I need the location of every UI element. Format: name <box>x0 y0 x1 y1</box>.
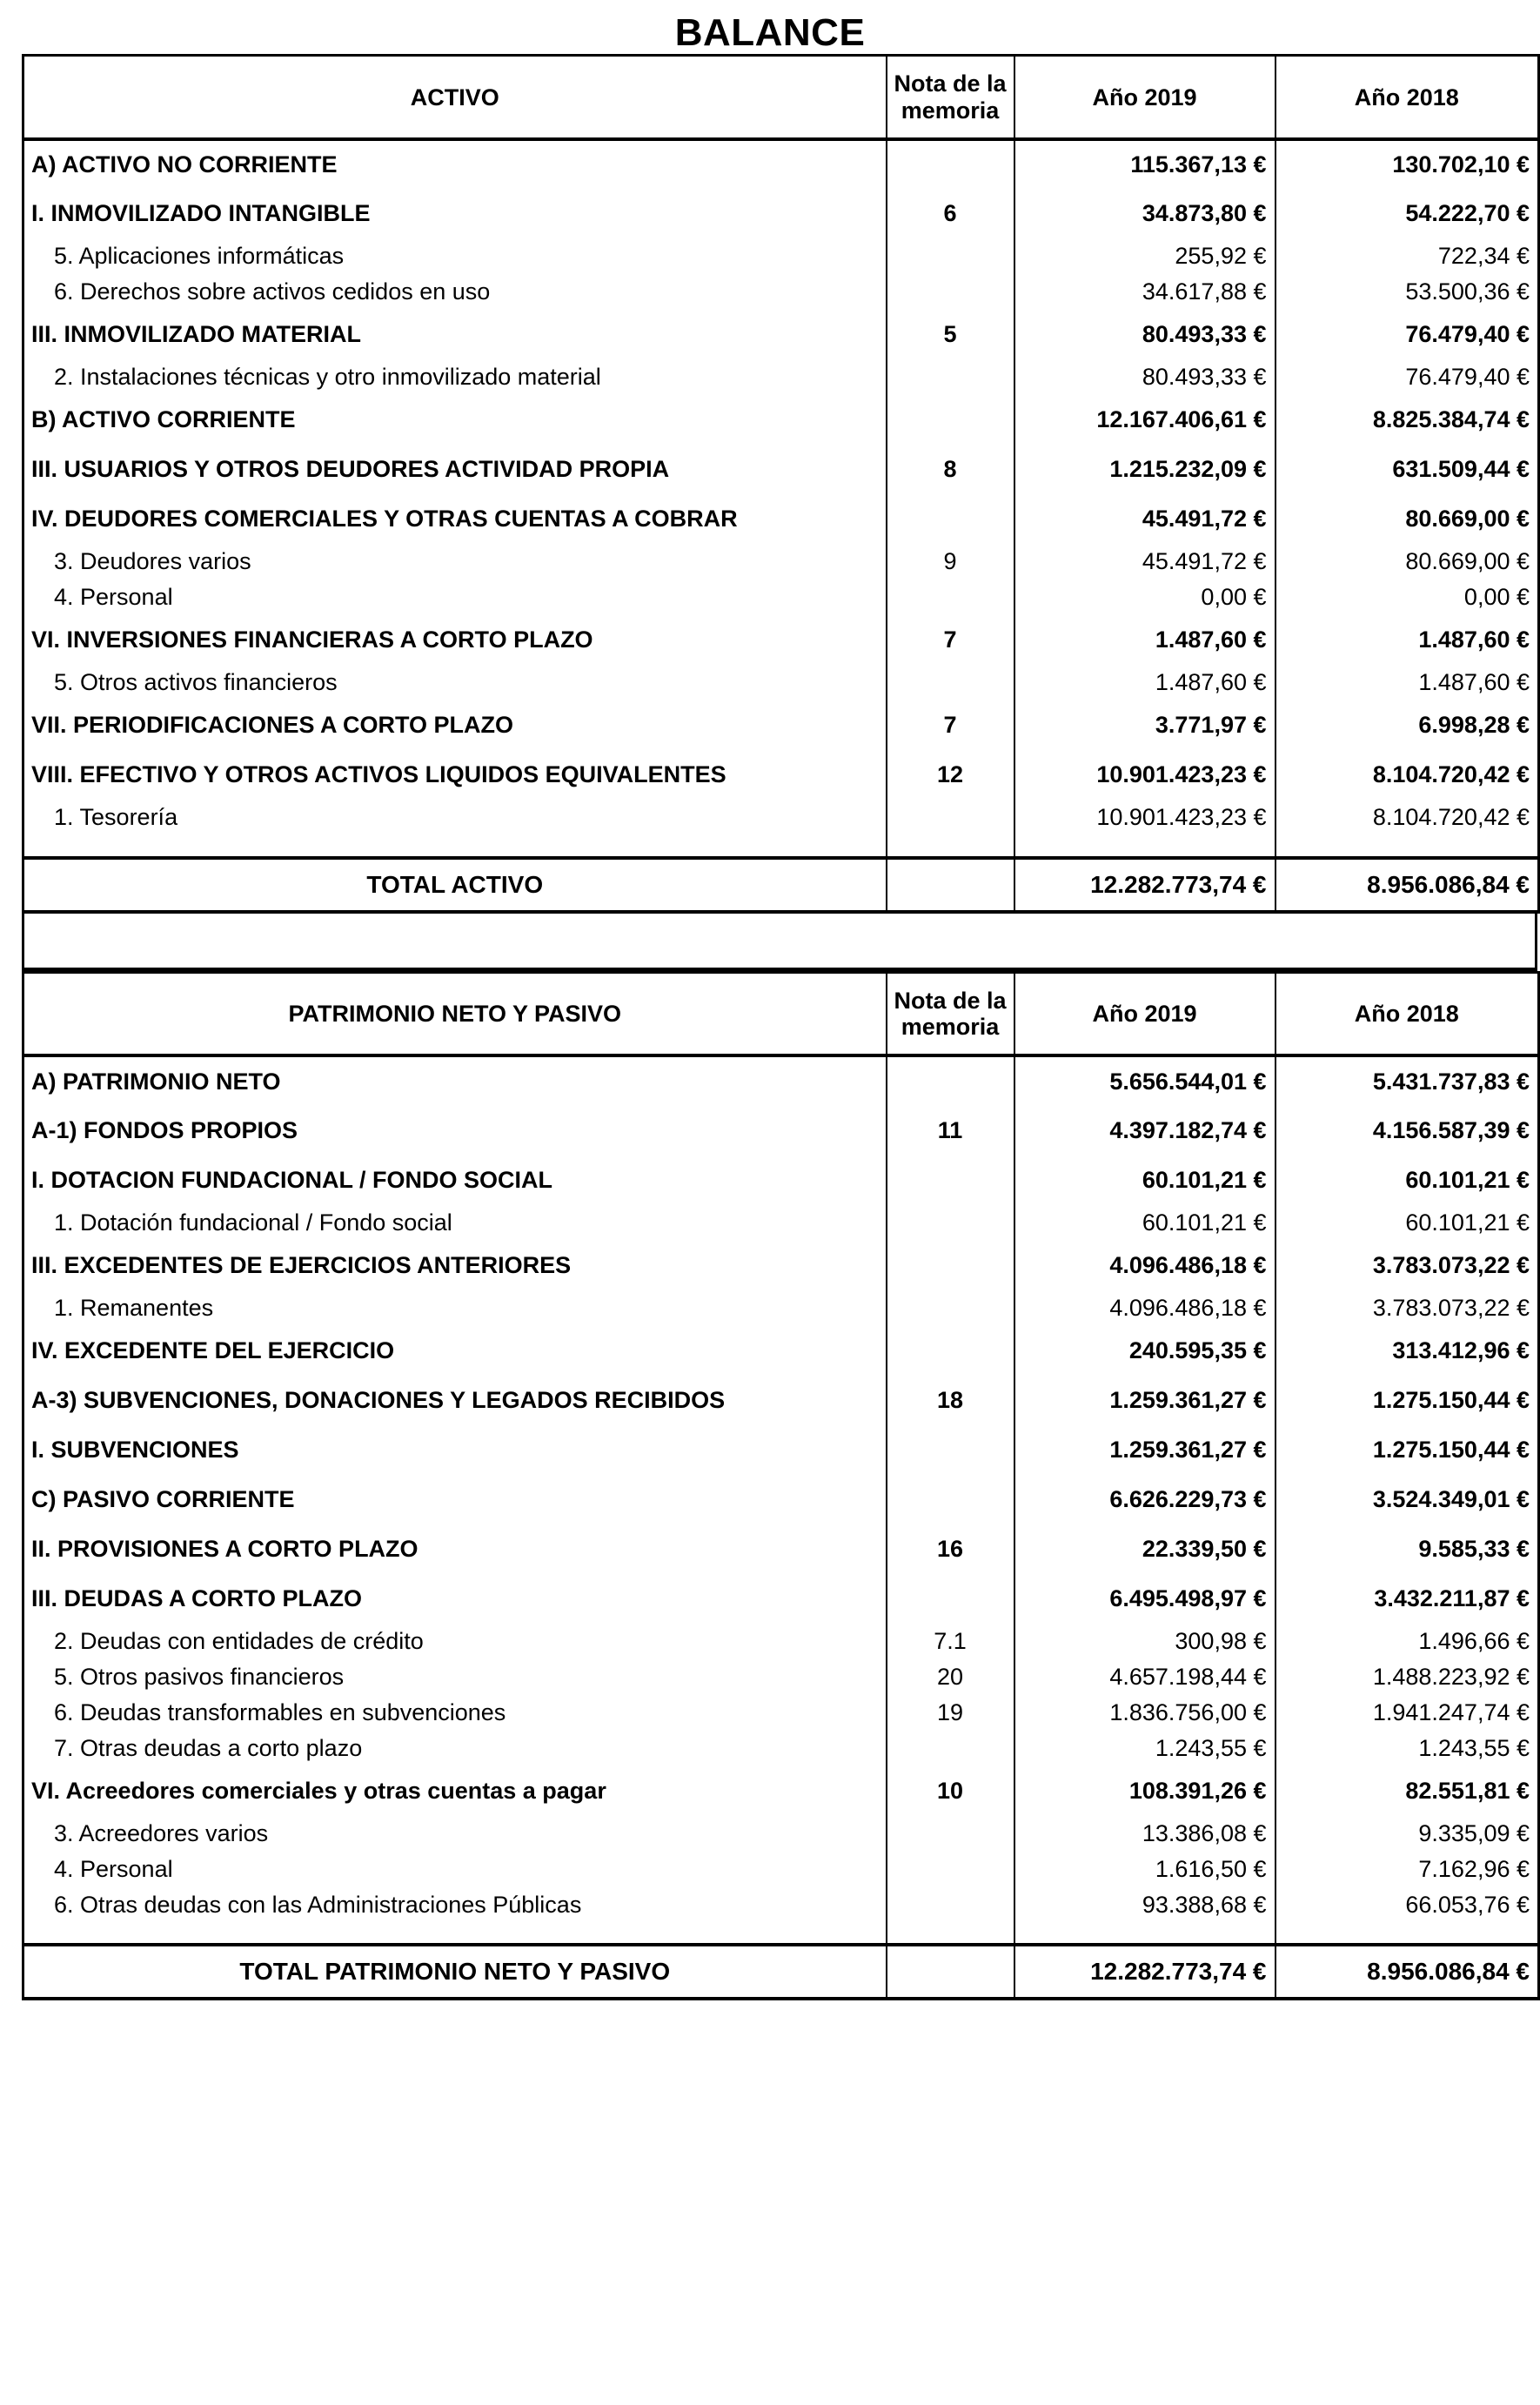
row-label: I. DOTACION FUNDACIONAL / FONDO SOCIAL <box>23 1155 887 1204</box>
row-value-2018: 54.222,70 € <box>1405 200 1530 227</box>
row-value-2019: 1.259.361,27 € <box>1014 1424 1276 1474</box>
row-label: VII. PERIODIFICACIONES A CORTO PLAZO <box>23 700 887 750</box>
table-row <box>23 359 1539 395</box>
row-label: A-1) FONDOS PROPIOS <box>23 1105 887 1155</box>
row-value-2019: 1.487,60 € <box>1014 615 1276 665</box>
row-value-2018: 76.479,40 € <box>1405 321 1530 348</box>
column-header-year-2019: Año 2019 <box>1014 56 1276 139</box>
row-label: III. DEUDAS A CORTO PLAZO <box>23 1573 887 1623</box>
row-nota: 6 <box>887 189 1014 238</box>
row-label: III. USUARIOS Y OTROS DEUDORES ACTIVIDAD PROPIA <box>23 445 887 494</box>
row-label: VIII. EFECTIVO Y OTROS ACTIVOS LIQUIDOS EQUIVALENTES <box>23 750 887 800</box>
row-label: III. EXCEDENTES DE EJERCICIOS ANTERIORES <box>23 1240 887 1290</box>
filler-cell <box>1014 835 1276 858</box>
row-label: A) ACTIVO NO CORRIENTE <box>23 139 887 189</box>
row-nota: 7 <box>887 615 1014 665</box>
row-label: 6. Derechos sobre activos cedidos en uso <box>23 274 887 310</box>
row-value-2019: 3.771,97 € <box>1014 700 1276 750</box>
row-value-2018: 53.500,36 € <box>1405 278 1530 305</box>
row-nota <box>887 1424 1014 1474</box>
row-label: 3. Deudores varios <box>23 544 887 579</box>
column-header-year-2018-2: Año 2018 <box>1276 972 1539 1055</box>
row-value-2019: 240.595,35 € <box>1014 1325 1276 1375</box>
table-row <box>23 1155 1539 1204</box>
row-value-2019: 22.339,50 € <box>1014 1524 1276 1573</box>
row-value-2018: 8.825.384,74 € <box>1372 406 1530 433</box>
table-row <box>23 494 1539 544</box>
row-label: IV. DEUDORES COMERCIALES Y OTRAS CUENTAS A COBRAR <box>23 494 887 544</box>
row-value-2018: 80.669,00 € <box>1405 506 1530 533</box>
row-label: 2. Instalaciones técnicas y otro inmovilizado material <box>23 359 887 395</box>
row-nota: 19 <box>887 1694 1014 1730</box>
row-value-2018: 66.053,76 € <box>1405 1891 1530 1918</box>
table-filler-row <box>23 1922 1539 1945</box>
row-value-2019: 1.487,60 € <box>1014 665 1276 700</box>
filler-cell <box>1276 835 1539 858</box>
row-nota: 5 <box>887 310 1014 359</box>
row-value-2018: 8.104.720,42 € <box>1372 804 1530 831</box>
row-nota <box>887 238 1014 274</box>
table-row <box>23 665 1539 700</box>
row-nota <box>887 1290 1014 1325</box>
row-value-2018: 1.496,66 € <box>1418 1627 1530 1654</box>
column-header-patrimonio-neto-y-pasivo: PATRIMONIO NETO Y PASIVO <box>23 972 887 1055</box>
row-value-2018: 9.335,09 € <box>1418 1819 1530 1846</box>
row-label: 1. Dotación fundacional / Fondo social <box>23 1204 887 1240</box>
row-value-2019: 12.167.406,61 € <box>1014 395 1276 445</box>
row-value-2018: 60.101,21 € <box>1405 1166 1530 1193</box>
table-row <box>23 1290 1539 1325</box>
row-nota <box>887 1474 1014 1524</box>
row-nota <box>887 665 1014 700</box>
row-nota: 8 <box>887 445 1014 494</box>
row-label: 4. Personal <box>23 579 887 615</box>
row-label: 5. Otros pasivos financieros <box>23 1658 887 1694</box>
row-value-2018: 4.156.587,39 € <box>1372 1116 1530 1143</box>
row-label: 6. Otras deudas con las Administraciones Públicas <box>23 1886 887 1922</box>
row-nota <box>887 579 1014 615</box>
page-title: BALANCE <box>674 11 866 54</box>
row-value-2019: 108.391,26 € <box>1014 1765 1276 1815</box>
total-activo-label: TOTAL ACTIVO <box>23 858 887 912</box>
row-label: II. PROVISIONES A CORTO PLAZO <box>23 1524 887 1573</box>
row-value-2019: 6.495.498,97 € <box>1014 1573 1276 1623</box>
row-label: 4. Personal <box>23 1851 887 1886</box>
row-value-2018: 6.998,28 € <box>1418 712 1530 739</box>
table-row <box>23 1658 1539 1694</box>
total-pasivo-label: TOTAL PATRIMONIO NETO Y PASIVO <box>23 1945 887 1999</box>
table-row <box>23 615 1539 665</box>
column-header-activo: ACTIVO <box>23 56 887 139</box>
table-row <box>23 1240 1539 1290</box>
row-value-2018: 76.479,40 € <box>1405 364 1530 391</box>
table-row <box>23 1474 1539 1524</box>
row-label: VI. Acreedores comerciales y otras cuentas a pagar <box>23 1765 887 1815</box>
row-nota: 16 <box>887 1524 1014 1573</box>
table-row <box>23 274 1539 310</box>
row-nota <box>887 359 1014 395</box>
row-nota <box>887 1240 1014 1290</box>
table-row <box>23 189 1539 238</box>
row-value-2019: 80.493,33 € <box>1014 310 1276 359</box>
table-row <box>23 395 1539 445</box>
row-value-2019: 1.215.232,09 € <box>1014 445 1276 494</box>
row-nota <box>887 395 1014 445</box>
table-row <box>23 1765 1539 1815</box>
row-value-2018: 8.104.720,42 € <box>1372 761 1530 788</box>
filler-cell <box>887 1922 1014 1945</box>
row-label: III. INMOVILIZADO MATERIAL <box>23 310 887 359</box>
table-row <box>23 1424 1539 1474</box>
row-value-2018: 722,34 € <box>1437 243 1530 270</box>
row-value-2018: 313.412,96 € <box>1392 1336 1530 1363</box>
row-value-2018: 1.243,55 € <box>1418 1734 1530 1761</box>
column-header-year-2019-2: Año 2019 <box>1014 972 1276 1055</box>
row-nota <box>887 1851 1014 1886</box>
row-label: C) PASIVO CORRIENTE <box>23 1474 887 1524</box>
table-row <box>23 1204 1539 1240</box>
table-row <box>23 1694 1539 1730</box>
row-nota <box>887 494 1014 544</box>
row-value-2018: 5.431.737,83 € <box>1372 1068 1530 1095</box>
total-pasivo-2018: 8.956.086,84 € <box>1276 1945 1539 1999</box>
row-value-2018: 1.487,60 € <box>1418 626 1530 653</box>
row-value-2018: 1.941.247,74 € <box>1372 1698 1530 1725</box>
table-row <box>23 1055 1539 1105</box>
table-row <box>23 579 1539 615</box>
row-label: VI. INVERSIONES FINANCIERAS A CORTO PLAZO <box>23 615 887 665</box>
row-value-2019: 60.101,21 € <box>1014 1204 1276 1240</box>
table-row <box>23 1105 1539 1155</box>
column-header-nota: Nota de la memoria <box>887 56 1014 139</box>
row-value-2018: 82.551,81 € <box>1405 1777 1530 1804</box>
row-nota <box>887 1155 1014 1204</box>
filler-cell <box>887 835 1014 858</box>
row-nota <box>887 1204 1014 1240</box>
row-nota <box>887 1886 1014 1922</box>
row-label: 2. Deudas con entidades de crédito <box>23 1623 887 1658</box>
table-row <box>23 1524 1539 1573</box>
row-value-2019: 255,92 € <box>1014 238 1276 274</box>
total-activo-2018: 8.956.086,84 € <box>1276 858 1539 912</box>
table-row <box>23 445 1539 494</box>
table-row <box>23 1851 1539 1886</box>
table-row <box>23 310 1539 359</box>
row-value-2018: 631.509,44 € <box>1392 456 1530 483</box>
row-nota: 9 <box>887 544 1014 579</box>
row-label: I. INMOVILIZADO INTANGIBLE <box>23 189 887 238</box>
row-nota <box>887 1573 1014 1623</box>
row-nota: 18 <box>887 1375 1014 1424</box>
table-separator-band <box>22 914 1537 971</box>
row-nota: 7 <box>887 700 1014 750</box>
row-value-2018: 7.162,96 € <box>1418 1855 1530 1882</box>
row-value-2018: 3.783.073,22 € <box>1372 1294 1530 1321</box>
table-row <box>23 1573 1539 1623</box>
row-value-2019: 5.656.544,01 € <box>1014 1055 1276 1105</box>
row-label: 6. Deudas transformables en subvenciones <box>23 1694 887 1730</box>
filler-cell <box>23 1922 887 1945</box>
row-value-2019: 0,00 € <box>1014 579 1276 615</box>
row-value-2018: 0,00 € <box>1463 584 1530 611</box>
row-label: 5. Aplicaciones informáticas <box>23 238 887 274</box>
row-value-2018: 1.488.223,92 € <box>1372 1663 1530 1690</box>
total-activo-2019: 12.282.773,74 € <box>1014 858 1276 912</box>
pasivo-total-row <box>23 1945 1539 1999</box>
row-value-2019: 1.836.756,00 € <box>1014 1694 1276 1730</box>
row-value-2018: 9.585,33 € <box>1418 1535 1530 1562</box>
table-row <box>23 1886 1539 1922</box>
row-value-2019: 4.397.182,74 € <box>1014 1105 1276 1155</box>
row-value-2019: 10.901.423,23 € <box>1014 800 1276 835</box>
row-value-2018: 3.783.073,22 € <box>1372 1251 1530 1278</box>
filler-cell <box>1014 1922 1276 1945</box>
row-value-2018: 3.432.211,87 € <box>1374 1584 1530 1611</box>
row-label: 3. Acreedores varios <box>23 1815 887 1851</box>
row-value-2019: 4.096.486,18 € <box>1014 1240 1276 1290</box>
row-nota <box>887 1815 1014 1851</box>
table-row <box>23 1375 1539 1424</box>
row-value-2018: 1.275.150,44 € <box>1372 1436 1530 1463</box>
row-value-2018: 130.702,10 € <box>1392 151 1530 178</box>
table-row <box>23 1325 1539 1375</box>
total-activo-nota <box>887 858 1014 912</box>
row-value-2019: 6.626.229,73 € <box>1014 1474 1276 1524</box>
row-value-2019: 300,98 € <box>1014 1623 1276 1658</box>
row-nota <box>887 1055 1014 1105</box>
row-label: A) PATRIMONIO NETO <box>23 1055 887 1105</box>
row-nota: 11 <box>887 1105 1014 1155</box>
row-value-2019: 1.616,50 € <box>1014 1851 1276 1886</box>
row-value-2019: 34.873,80 € <box>1014 189 1276 238</box>
row-value-2019: 80.493,33 € <box>1014 359 1276 395</box>
pasivo-table <box>22 971 1540 2001</box>
filler-cell <box>1276 1922 1539 1945</box>
row-value-2019: 10.901.423,23 € <box>1014 750 1276 800</box>
table-row <box>23 800 1539 835</box>
row-value-2018: 60.101,21 € <box>1405 1209 1530 1236</box>
row-value-2019: 93.388,68 € <box>1014 1886 1276 1922</box>
filler-cell <box>23 835 887 858</box>
total-pasivo-nota <box>887 1945 1014 1999</box>
row-label: 1. Remanentes <box>23 1290 887 1325</box>
activo-table-body <box>23 139 1539 858</box>
table-row <box>23 544 1539 579</box>
total-pasivo-2019: 12.282.773,74 € <box>1014 1945 1276 1999</box>
row-nota: 20 <box>887 1658 1014 1694</box>
tables-container <box>12 54 1528 2000</box>
table-row <box>23 238 1539 274</box>
table-row <box>23 1815 1539 1851</box>
row-label: 7. Otras deudas a corto plazo <box>23 1730 887 1765</box>
activo-table <box>22 54 1540 914</box>
row-nota <box>887 1325 1014 1375</box>
pasivo-table-body <box>23 1055 1539 1945</box>
row-label: 5. Otros activos financieros <box>23 665 887 700</box>
row-value-2019: 45.491,72 € <box>1014 544 1276 579</box>
column-header-year-2018: Año 2018 <box>1276 56 1539 139</box>
row-value-2019: 60.101,21 € <box>1014 1155 1276 1204</box>
row-value-2018: 3.524.349,01 € <box>1372 1485 1530 1512</box>
row-value-2018: 1.275.150,44 € <box>1372 1386 1530 1413</box>
table-filler-row <box>23 835 1539 858</box>
row-value-2019: 4.096.486,18 € <box>1014 1290 1276 1325</box>
row-nota <box>887 800 1014 835</box>
row-value-2019: 34.617,88 € <box>1014 274 1276 310</box>
table-row <box>23 1623 1539 1658</box>
row-label: A-3) SUBVENCIONES, DONACIONES Y LEGADOS RECIBIDOS <box>23 1375 887 1424</box>
row-nota <box>887 1730 1014 1765</box>
row-value-2019: 1.243,55 € <box>1014 1730 1276 1765</box>
row-label: 1. Tesorería <box>23 800 887 835</box>
row-label: I. SUBVENCIONES <box>23 1424 887 1474</box>
row-value-2019: 13.386,08 € <box>1014 1815 1276 1851</box>
table-row <box>23 139 1539 189</box>
row-nota: 10 <box>887 1765 1014 1815</box>
row-value-2018: 1.487,60 € <box>1418 669 1530 696</box>
row-value-2019: 1.259.361,27 € <box>1014 1375 1276 1424</box>
row-nota <box>887 139 1014 189</box>
pasivo-table-header-row <box>23 972 1539 1055</box>
row-nota <box>887 274 1014 310</box>
activo-total-row <box>23 858 1539 912</box>
table-row <box>23 750 1539 800</box>
column-header-nota-2: Nota de la memoria <box>887 972 1014 1055</box>
row-value-2019: 4.657.198,44 € <box>1014 1658 1276 1694</box>
row-nota: 7.1 <box>887 1623 1014 1658</box>
row-value-2019: 45.491,72 € <box>1014 494 1276 544</box>
table-row <box>23 1730 1539 1765</box>
row-nota: 12 <box>887 750 1014 800</box>
row-label: B) ACTIVO CORRIENTE <box>23 395 887 445</box>
row-value-2019: 115.367,13 € <box>1014 139 1276 189</box>
row-label: IV. EXCEDENTE DEL EJERCICIO <box>23 1325 887 1375</box>
row-value-2018: 80.669,00 € <box>1405 548 1530 575</box>
table-row <box>23 700 1539 750</box>
activo-table-header-row <box>23 56 1539 139</box>
